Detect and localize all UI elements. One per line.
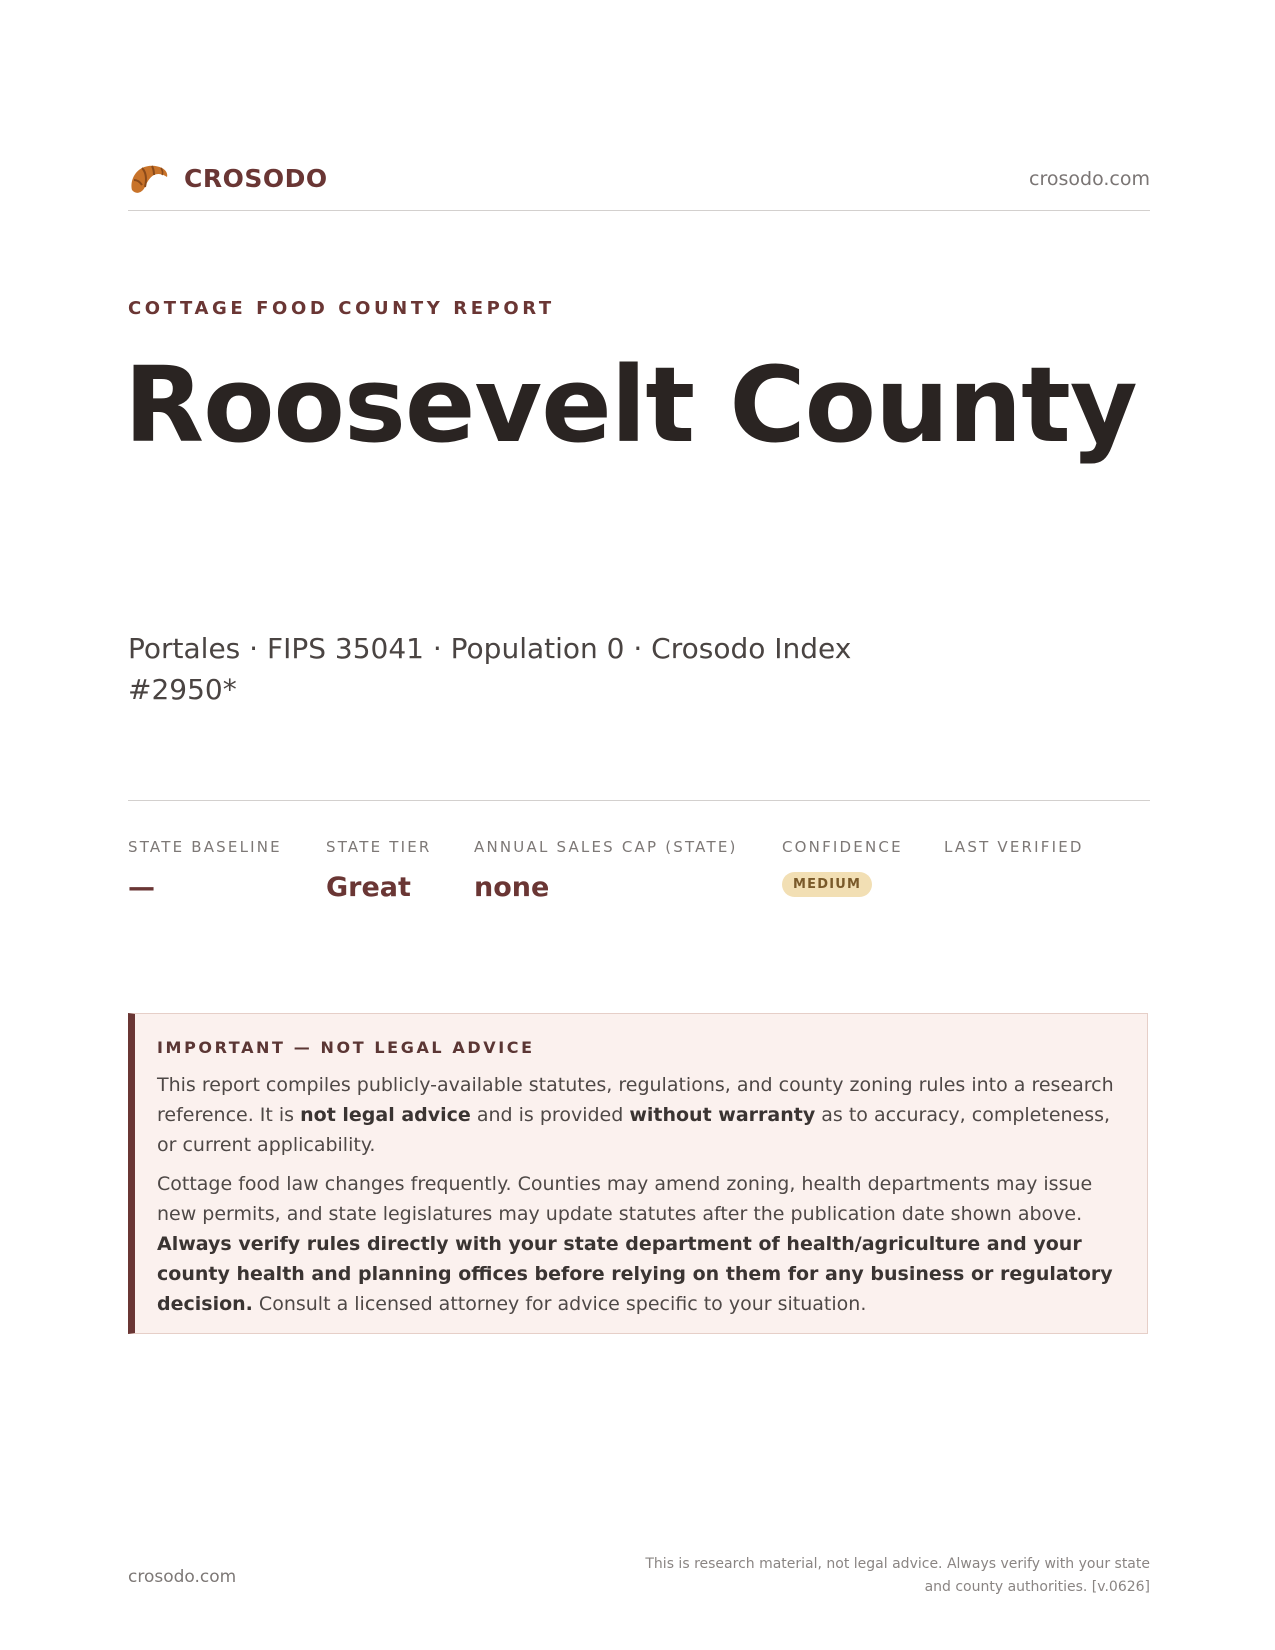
croissant-icon [128, 160, 170, 196]
notice-text: Consult a licensed attorney for advice specific to your situation. [252, 1293, 867, 1315]
stat-value: — [128, 872, 155, 903]
notice-paragraph [157, 1169, 1127, 1319]
stat-label: CONFIDENCE [782, 838, 903, 856]
header-divider [128, 210, 1150, 211]
stat-confidence [782, 838, 903, 897]
report-eyebrow: COTTAGE FOOD COUNTY REPORT [128, 298, 555, 319]
stat-value: Great [326, 872, 411, 903]
notice-emphasis: not legal advice [300, 1104, 471, 1126]
notice-text: and is provided [470, 1104, 630, 1126]
stat-state-tier [326, 838, 432, 903]
brand-name: CROSODO [184, 164, 328, 193]
notice-text: Cottage food law changes frequently. Counties may amend zoning, health departments may issue new permits, and state legislatures may update statutes after the publication date shown above. [157, 1173, 1093, 1225]
notice-text: as to accuracy, completeness, or current applicability. [157, 1104, 1111, 1156]
notice-body [157, 1070, 1127, 1328]
notice-text: This report compiles publicly-available statutes, regulations, and county zoning rules into a research reference. It is [157, 1074, 1114, 1126]
stat-last-verified [944, 838, 1084, 872]
legal-notice [128, 1013, 1148, 1334]
stat-value: none [474, 872, 550, 903]
stat-state-baseline [128, 838, 282, 903]
footer-disclaimer: This is research material, not legal advice. Always verify with your state and county authorities. [v.0626] [645, 1556, 1150, 1595]
report-page [124, 0, 1150, 1650]
notice-emphasis: without warranty [629, 1104, 816, 1126]
stat-label: STATE BASELINE [128, 838, 282, 856]
notice-paragraph [157, 1070, 1127, 1160]
notice-emphasis: Always verify rules directly with your state department of health/agriculture and your county health and planning offices before relying on them for any business or regulatory decision. [157, 1233, 1113, 1315]
notice-heading: IMPORTANT — NOT LEGAL ADVICE [157, 1038, 535, 1057]
stat-sales-cap [474, 838, 738, 903]
page-title: Roosevelt County [124, 344, 1137, 466]
brand-header [128, 158, 1150, 202]
county-summary-line: Portales · FIPS 35041 · Population 0 · Crosodo Index #2950* [128, 632, 852, 706]
stat-label: LAST VERIFIED [944, 838, 1084, 856]
stat-label: ANNUAL SALES CAP (STATE) [474, 838, 738, 856]
stats-divider [128, 800, 1150, 801]
footer-site-link[interactable]: crosodo.com [128, 1567, 237, 1587]
confidence-badge: MEDIUM [782, 872, 872, 897]
site-link[interactable]: crosodo.com [1029, 168, 1150, 190]
stat-label: STATE TIER [326, 838, 432, 856]
